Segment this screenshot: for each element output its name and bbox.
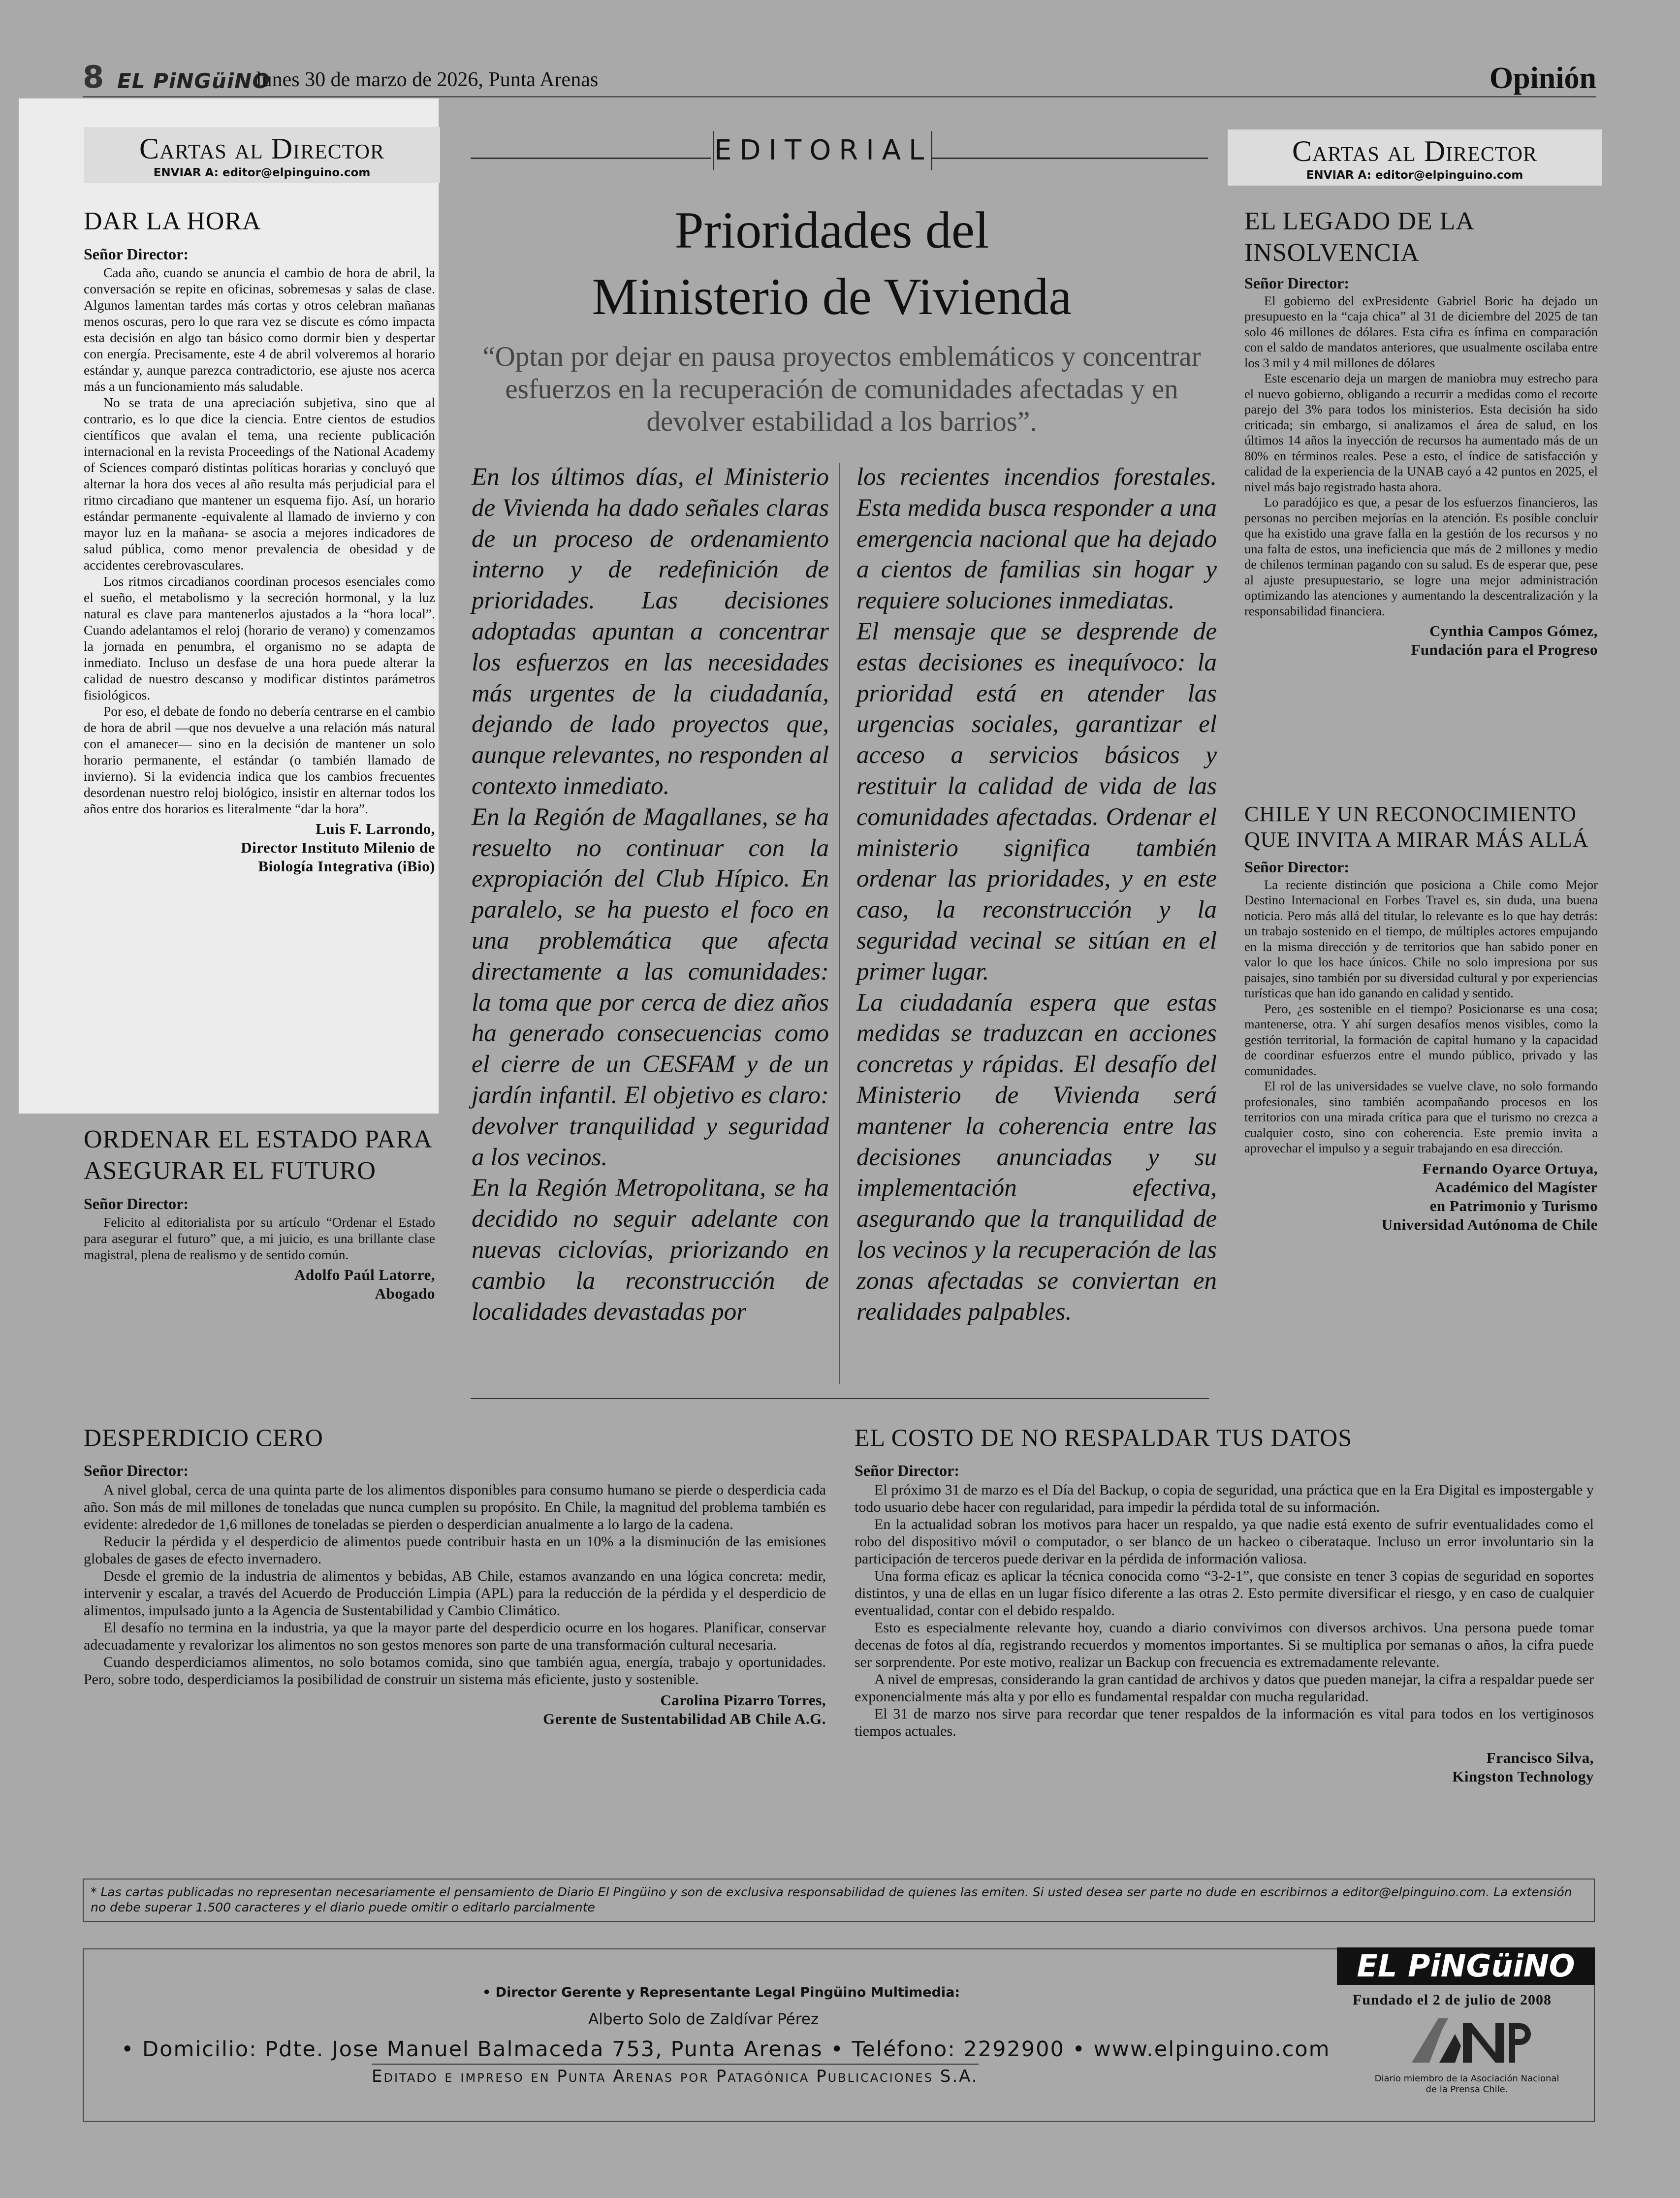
letter-paragraph: En la actualidad sobran los motivos para hacer un respaldo, ya que nadie está exento de sufrir eventualidades como el robo del dispositivo móvil o computador, o ser blanco de un hackeo o ciberataque. Incluso un error involuntario sin la participación de terceros puede derivar en la pérdida de información valiosa. <box>855 1516 1594 1567</box>
editorial-title-line: Ministerio de Vivienda <box>592 268 1072 325</box>
letter-paragraph: Una forma eficaz es aplicar la técnica conocida como “3-2-1”, que consiste en tener 3 copias de seguridad en soportes distintos, y una de ellas en un lugar físico diferente a las otras 2. Esto permite diversificar el riesgo, y en caso de cualquier eventualidad, contar con el debido respaldo. <box>855 1568 1594 1619</box>
masthead-brand: EL PiNGüiNO <box>117 69 271 93</box>
letter-salutation: Señor Director: <box>84 245 189 263</box>
signature-line: en Patrimonio y Turismo <box>1429 1197 1598 1214</box>
editorial-paragraph: En la Región de Magallanes, se ha resuelto no continuar con la expropiación del Club Hípico. En paralelo, se ha puesto el foco en una problemática que afecta directamente a las comunidades: la toma que por cerca de diez años ha generado consecuencias como el cierre de un CESFAM y de un jardín infantil. El objetivo es claro: devolver tranquilidad y seguridad a los vecinos. <box>472 803 829 1171</box>
editorial-label: EDITORIAL <box>713 131 932 170</box>
editorial-pull-quote: “Optan por dejar en pausa proyectos emblemáticos y concentrar esfuerzos en la recuperación de comunidades afectadas y en devolver estabilidad a los barrios”. <box>482 341 1201 437</box>
editorial-column-2 <box>856 462 1217 1327</box>
editorial-paragraph: En los últimos días, el Ministerio de Vivienda ha dado señales claras de un proceso de ordenamiento interno y de redefinición de prioridades. Las decisiones adoptadas apuntan a concentrar los esfuerzos en las necesidades más urgentes de la ciudadanía, dejando de lado proyectos que, aunque relevantes, no responden al contexto inmediato. <box>472 463 829 800</box>
letter-desperdicio-cero <box>84 1422 826 1728</box>
letter-paragraph: La reciente distinción que posiciona a Chile como Mejor Destino Internacional en Forbes Travel es, sin duda, una buena noticia. Pero más allá del titular, lo relevante es lo que hay detrás: un trabajo sostenido en el tiempo, de múltiples actores empujando en la misma dirección y de territorios que han sabido poner en valor lo que los hace únicos. Chile no solo impresiona por sus paisajes, sino también por su diversidad cultural y por experiencias turísticas que han ido ganando en calidad y sentido. <box>1244 877 1598 1000</box>
letter-title: ORDENAR EL ESTADO PARA ASEGURAR EL FUTURO <box>84 1125 431 1185</box>
signature-line: Biología Integrativa (iBio) <box>258 858 435 875</box>
editorial-bottom-rule <box>471 1398 1209 1399</box>
editorial-title <box>473 197 1191 330</box>
letter-paragraph: Desde el gremio de la industria de alimentos y bebidas, AB Chile, estamos avanzando en una lógica concreta: medir, intervenir y escalar, a través del Acuerdo de Producción Limpia (APL) para la reducción de la pérdida y el desperdicio de alimentos, impulsado junto a la Agencia de Sustentabilidad y Cambio Climático. <box>84 1568 826 1619</box>
footer-director-label: • Director Gerente y Representante Legal Pingüino Multimedia: <box>482 1985 960 2000</box>
signature-line: Cynthia Campos Gómez, <box>1429 622 1598 639</box>
letter-title: EL COSTO DE NO RESPALDAR TUS DATOS <box>855 1424 1353 1451</box>
editorial-rule-right <box>931 158 1208 159</box>
letter-paragraph: El gobierno del exPresidente Gabriel Boric ha dejado un presupuesto en la “caja chica” al 31 de diciembre del 2025 de tan solo 46 millones de dólares. Esta cifra es ínfima en comparación con el saldo de mandatos anteriores, que usualmente oscilaba entre los 3 mil y 4 mil millones de dólares <box>1244 293 1598 370</box>
letter-legado-insolvencia <box>1244 206 1598 659</box>
letter-signature <box>1244 622 1598 659</box>
letter-signature <box>84 820 435 876</box>
letters-header-left <box>84 127 440 183</box>
signature-line: Abogado <box>375 1285 435 1302</box>
letter-dar-la-hora <box>84 206 435 876</box>
signature-line: Académico del Magíster <box>1434 1178 1598 1196</box>
letter-paragraph: No se trata de una apreciación subjetiva, sino que al contrario, es lo que dice la ciencia. Entre cientos de estudios científicos que avalan el tema, una reciente publicación internacional en la revista Proceedings of the National Academy of Sciences comparó distintas políticas horarias y concluyó que alternar la hora dos veces al año resulta más perjudicial para el ritmo circadiano que mantener un esquema fijo. Así, un horario estándar permanente -equivalente al llamado de invierno y con mayor luz en la mañana- se asocia a mejores indicadores de salud pública, como menor prevalencia de obesidad y de accidentes cerebrovasculares. <box>84 395 435 573</box>
letter-paragraph: Cada año, cuando se anuncia el cambio de hora de abril, la conversación se repite en oficinas, sobremesas y salas de clase. Algunos lamentan tardes más cortas y otros celebran mañanas menos oscuras, pero lo que rara vez se discute es cómo impacta esta decisión en algo tan básico como dormir bien y despertar con energía. Precisamente, este 4 de abril volveremos al horario estándar y, aunque parezca contradictorio, ese ajuste nos acerca más a un funcionamiento más saludable. <box>84 265 435 394</box>
page-number: 8 <box>83 59 104 95</box>
letters-title: Cartas al Director <box>1292 135 1538 167</box>
footer-address: • Domicilio: Pdte. Jose Manuel Balmaceda 753, Punta Arenas • Teléfono: 2292900 • www.elpinguino.com <box>121 2037 1331 2062</box>
letter-chile-reconocimiento <box>1244 801 1598 1234</box>
letter-paragraph: Felicito al editorialista por su artículo “Ordenar el Estado para asegurar el futuro” que, a mi juicio, es una brillante clase magistral, plena de realismo y de sentido común. <box>84 1214 435 1262</box>
letter-signature <box>1244 1159 1598 1234</box>
letter-paragraph: A nivel de empresas, considerando la gran cantidad de archivos y datos que pueden manejar, la cifra a respaldar puede ser exponencialmente más alta y por ello es fundamental respaldar con mucha regularidad. <box>855 1671 1594 1705</box>
letter-costo-respaldar-datos <box>855 1422 1594 1786</box>
header-rule <box>83 96 1596 97</box>
signature-line: Fernando Oyarce Ortuya, <box>1422 1159 1598 1177</box>
letters-email: ENVIAR A: editor@elpinguino.com <box>153 166 371 179</box>
letters-title: Cartas al Director <box>139 132 385 165</box>
section-title: Opinión <box>1489 62 1596 95</box>
letter-paragraph: A nivel global, cerca de una quinta parte de los alimentos disponibles para consumo humano se pierde o desperdicia cada año. Son más de mil millones de toneladas que nunca cumplen su propósito. En Chile, la magnitud del problema también es evidente: alrededor de 1,6 millones de toneladas se pierden o desperdician anualmente a lo largo de la cadena. <box>84 1482 826 1532</box>
anp-logo-icon <box>1408 2013 1536 2068</box>
editorial-paragraph: los recientes incendios forestales. Esta medida busca responder a una emergencia nacional que ha dejado a cientos de familias sin hogar y requiere soluciones inmediatas. <box>856 463 1217 615</box>
letter-paragraph: Reducir la pérdida y el desperdicio de alimentos puede contribuir hasta en un 10% a la disminución de las emisiones globales de gases de efecto invernadero. <box>84 1533 826 1567</box>
letter-signature <box>84 1691 826 1728</box>
letter-salutation: Señor Director: <box>855 1462 959 1479</box>
editorial-paragraph: El mensaje que se desprende de estas decisiones es inequívoco: la prioridad está en atender las urgencias sociales, garantizar el acceso a servicios básicos y restituir la calidad de vida de las comunidades afectadas. Ordenar el ministerio significa también ordenar las prioridades, y en este caso, la reconstrucción y la seguridad vecinal se sitúan en el primer lugar. <box>856 617 1217 986</box>
letter-title: DAR LA HORA <box>84 207 261 235</box>
letter-paragraph: Los ritmos circadianos coordinan procesos esenciales como el sueño, el metabolismo y la secreción hormonal, y la luz natural es clave para mantenerlos ajustados a la “hora local”. Cuando adelantamos el reloj (horario de verano) y comenzamos la jornada en penumbra, el organismo no se adapta de inmediato. Incluso un desfase de una hora puede alterar la calidad de nuestro descanso y modificar distintos parámetros fisiológicos. <box>84 573 435 702</box>
signature-line: Adolfo Paúl Latorre, <box>294 1266 435 1283</box>
letter-title: EL LEGADO DE LA INSOLVENCIA <box>1244 207 1474 267</box>
letter-paragraph: Este escenario deja un margen de maniobra muy estrecho para el nuevo gobierno, obligando a recurrir a medidas como el recorte parejo del 3% para todos los ministerios. Esta decisión ha sido criticada; sin embargo, si analizamos el área de salud, en los últimos 14 años la inyección de recursos ha aumentado más de un 80% en términos reales. Pese a esto, el índice de satisfacción y calidad de la experiencia de la UNAB cayó a 42 puntos en 2025, el nivel más bajo registrado hasta ahora. <box>1244 371 1598 494</box>
letter-salutation: Señor Director: <box>1244 274 1349 292</box>
letter-paragraph: El desafío no termina en la industria, ya que la mayor parte del desperdicio ocurre en los hogares. Planificar, conservar adecuadamente y revalorizar los alimentos no son gestos menores son parte de una transformación cultural necesaria. <box>84 1620 826 1653</box>
letter-signature <box>84 1266 435 1303</box>
letter-paragraph: Lo paradójico es que, a pesar de los esfuerzos financieros, las personas no perciben mejorías en la atención. Es posible concluir que ha existido una grave falla en la gestión de los recursos y no una falta de estos, una ineficiencia que más de 2 millones y medio de chilenos terminan pagando con su salud. Es de esperar que, pese al ajuste presupuestario, se logre una mejor administración optimizando las atenciones y aumentando la descentralización y la responsabilidad financiera. <box>1244 495 1598 618</box>
footer-box <box>83 1948 1595 2122</box>
anp-caption: Diario miembro de la Asociación Nacional de la Prensa Chile. <box>1374 2073 1559 2095</box>
signature-line: Carolina Pizarro Torres, <box>660 1691 826 1709</box>
letter-title: DESPERDICIO CERO <box>84 1424 323 1451</box>
el-pinguino-logo: EL PiNGüiNO <box>1337 1947 1595 1985</box>
svg-text:ANP: ANP <box>1455 2027 1456 2028</box>
editorial-paragraph: La ciudadanía espera que estas medidas se traduzcan en acciones concretas y rápidas. El desafío del Ministerio de Vivienda será mantener la coherencia entre las decisiones anunciadas y su implementación efectiva, asegurando que la tranquilidad de los vecinos y la recuperación de las zonas afectadas se conviertan en realidades palpables. <box>856 988 1217 1326</box>
letter-paragraph: El 31 de marzo nos sirve para recordar que tener respaldos de la información es vital para todos en los vertiginosos tiempos actuales. <box>855 1706 1594 1739</box>
signature-line: Francisco Silva, <box>1486 1749 1594 1766</box>
letter-paragraph: El próximo 31 de marzo es el Día del Backup, o copia de seguridad, una práctica que en la Era Digital es impostergable y todo usuario debe hacer con regularidad, para impedir la pérdida total de su información. <box>855 1482 1594 1515</box>
editorial-column-1 <box>472 462 829 1327</box>
letter-salutation: Señor Director: <box>1244 858 1349 876</box>
letter-paragraph: Por eso, el debate de fondo no debería centrarse en el cambio de hora de abril —que nos devuelve a una relación más natural con el amanecer— sino en la decisión de mantener un solo horario permanente, el estándar (o también llamado de invierno). Si la evidencia indica que los cambios frecuentes desordenan nuestro reloj biológico, insistir en alternar todos los años entre dos horarios es literalmente “dar la hora”. <box>84 703 435 816</box>
footer-director-name: Alberto Solo de Zaldívar Pérez <box>588 2010 819 2028</box>
disclaimer-box: * Las cartas publicadas no representan necesariamente el pensamiento de Diario El Pingüino y son de exclusiva responsabilidad de quienes las emiten. Si usted desea ser parte no dude en escribirnos a editor@elpinguino.com. La extensión no debe superar 1.500 caracteres y el diario puede omitir o editarlo parcialmente <box>83 1879 1595 1922</box>
signature-line: Gerente de Sustentabilidad AB Chile A.G. <box>543 1710 826 1727</box>
date-line: lunes 30 de marzo de 2026, Punta Arenas <box>256 68 599 91</box>
letter-paragraph: Esto es especialmente relevante hoy, cuando a diario convivimos con diversos archivos. Una persona puede tomar decenas de fotos al día, registrando recuerdos y momentos importantes. Si se multiplica por semanas o años, la cifra puede ser sorprendente. Por este motivo, realizar un Backup con frecuencia es extremadamente relevante. <box>855 1620 1594 1670</box>
letter-paragraph: Pero, ¿es sostenible en el tiempo? Posicionarse es una cosa; mantenerse, otra. Y ahí surgen desafíos menos visibles, como la gestión territorial, la formación de capital humano y la capacidad de coordinar esfuerzos entre el mundo público, privado y las comunidades. <box>1244 1001 1598 1078</box>
signature-line: Luis F. Larrondo, <box>316 820 435 837</box>
letter-salutation: Señor Director: <box>84 1195 189 1212</box>
signature-line: Fundación para el Progreso <box>1411 641 1598 658</box>
letter-ordenar-estado <box>84 1124 435 1303</box>
editorial-paragraph: En la Región Metropolitana, se ha decidido no seguir adelante con nuevas ciclovías, priorizando en cambio la reconstrucción de localidades devastadas por <box>472 1174 829 1326</box>
letter-paragraph: El rol de las universidades se vuelve clave, no solo formando profesionales, sino también acompañando procesos en los territorios con una mirada crítica para que el turismo no crezca a cualquier costo, sino con coherencia. Este premio invita a aprovechar el impulso y a seguir trabajando en esa dirección. <box>1244 1079 1598 1155</box>
signature-line: Director Instituto Milenio de <box>241 839 435 856</box>
letter-title: CHILE Y UN RECONOCIMIENTO QUE INVITA A MIRAR MÁS ALLÁ <box>1244 802 1589 852</box>
letter-signature <box>855 1749 1594 1786</box>
signature-line: Universidad Autónoma de Chile <box>1381 1215 1598 1233</box>
signature-line: Kingston Technology <box>1452 1768 1594 1785</box>
letter-paragraph: Cuando desperdiciamos alimentos, no solo botamos comida, sino que también agua, energía, trabajo y oportunidades. Pero, sobre todo, desperdiciamos la posibilidad de construir un sistema más eficiente, justo y sostenible. <box>84 1654 826 1688</box>
editorial-title-line: Prioridades del <box>674 201 989 259</box>
editorial-rule-left <box>471 158 711 159</box>
letter-salutation: Señor Director: <box>84 1462 189 1479</box>
footer-founded: Fundado el 2 de julio de 2008 <box>1353 1992 1552 2008</box>
editorial-column-divider <box>839 463 840 1384</box>
footer-edited: Editado e impreso en Punta Arenas por Patagónica Publicaciones S.A. <box>372 2064 979 2086</box>
letters-email: ENVIAR A: editor@elpinguino.com <box>1306 169 1523 182</box>
letters-header-right <box>1228 129 1602 186</box>
